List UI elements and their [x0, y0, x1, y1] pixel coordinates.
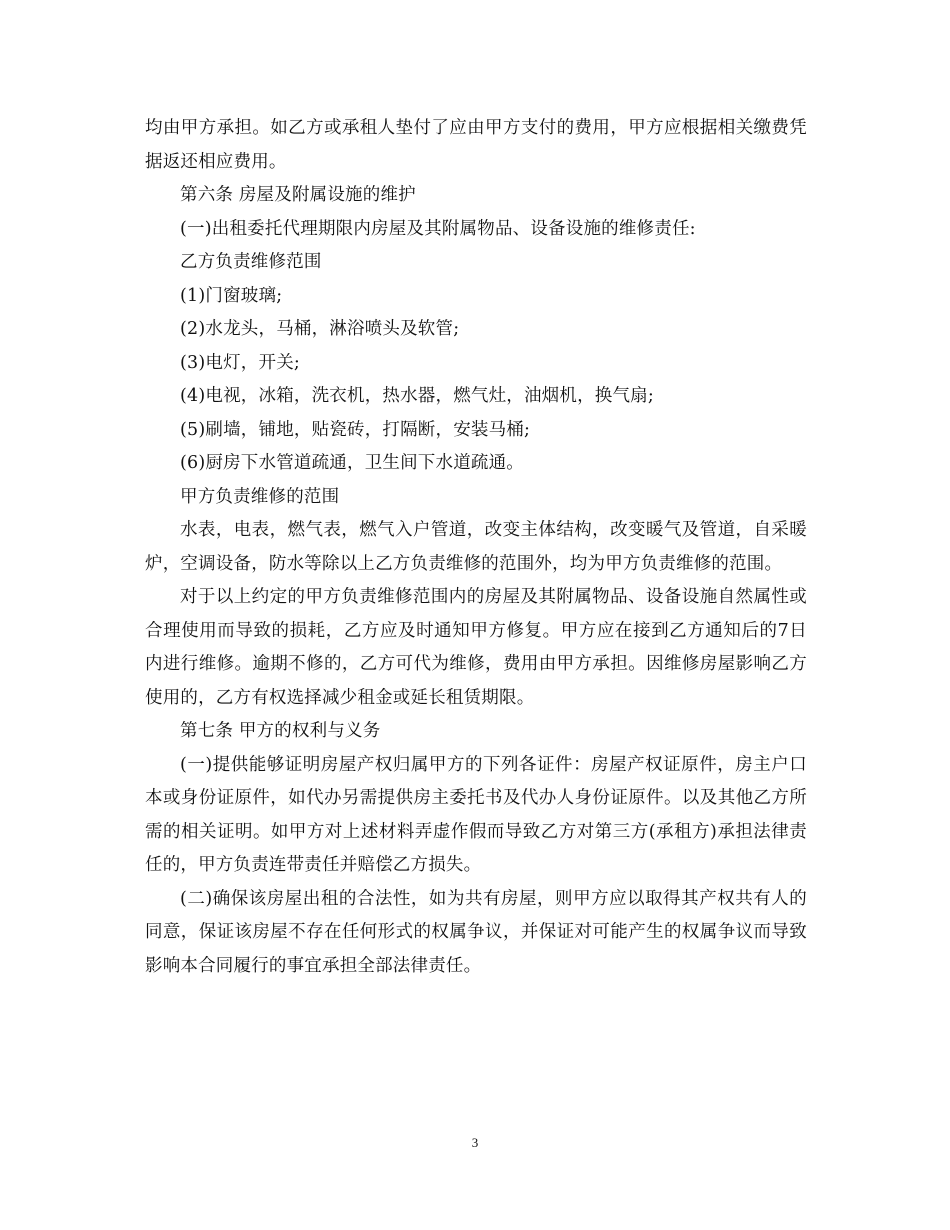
- list-item: (1)门窗玻璃;: [180, 285, 283, 306]
- paragraph: 均由甲方承担。如乙方或承租人垫付了应由甲方支付的费用，甲方应根据相关缴费凭据返还相应费用。: [145, 118, 807, 172]
- subheading: 甲方负责维修的范围: [180, 486, 340, 507]
- paragraph: 水表，电表，燃气表，燃气入户管道，改变主体结构，改变暖气及管道，自采暖炉，空调设备，防水等除以上乙方负责维修的范围外，均为甲方负责维修的范围。: [145, 520, 807, 574]
- list-item: (5)刷墙，铺地，贴瓷砖，打隔断，安装马桶;: [180, 419, 531, 440]
- section-heading: 第六条 房屋及附属设施的维护: [180, 185, 416, 205]
- paragraph: (一)提供能够证明房屋产权归属甲方的下列各证件：房屋产权证原件，房主户口本或身份证原件，如代办另需提供房主委托书及代办人身份证原件。以及其他乙方所需的相关证明。如甲方对上述材料弄虚作假而导致乙方对第三方(承租方)承担法律责任的，甲方负责连带责任并赔偿乙方损失。: [145, 754, 807, 875]
- paragraph: (一)出租委托代理期限内房屋及其附属物品、设备设施的维修责任:: [180, 218, 696, 239]
- paragraph: 对于以上约定的甲方负责维修范围内的房屋及其附属物品、设备设施自然属性或合理使用而导致的损耗，乙方应及时通知甲方修复。甲方应在接到乙方通知后的7日内进行维修。逾期不修的，乙方可代为维修，费用由甲方承担。因维修房屋影响乙方使用的，乙方有权选择减少租金或延长租赁期限。: [145, 587, 807, 708]
- page-number: 3: [471, 1135, 479, 1150]
- document-body: [145, 112, 807, 983]
- paragraph: (二)确保该房屋出租的合法性，如为共有房屋，则甲方应以取得其产权共有人的同意，保证该房屋不存在任何形式的权属争议，并保证对可能产生的权属争议而导致影响本合同履行的事宜承担全部法律责任。: [145, 888, 807, 976]
- list-item: (6)厨房下水管道疏通，卫生间下水道疏通。: [180, 453, 524, 473]
- list-item: (2)水龙头，马桶，淋浴喷头及软管;: [180, 319, 460, 339]
- section-heading: 第七条 甲方的权利与义务: [180, 721, 381, 741]
- subheading: 乙方负责维修范围: [180, 252, 322, 272]
- list-item: (3)电灯，开关;: [180, 352, 300, 373]
- list-item: (4)电视，冰箱，洗衣机，热水器，燃气灶，油烟机，换气扇;: [180, 386, 654, 406]
